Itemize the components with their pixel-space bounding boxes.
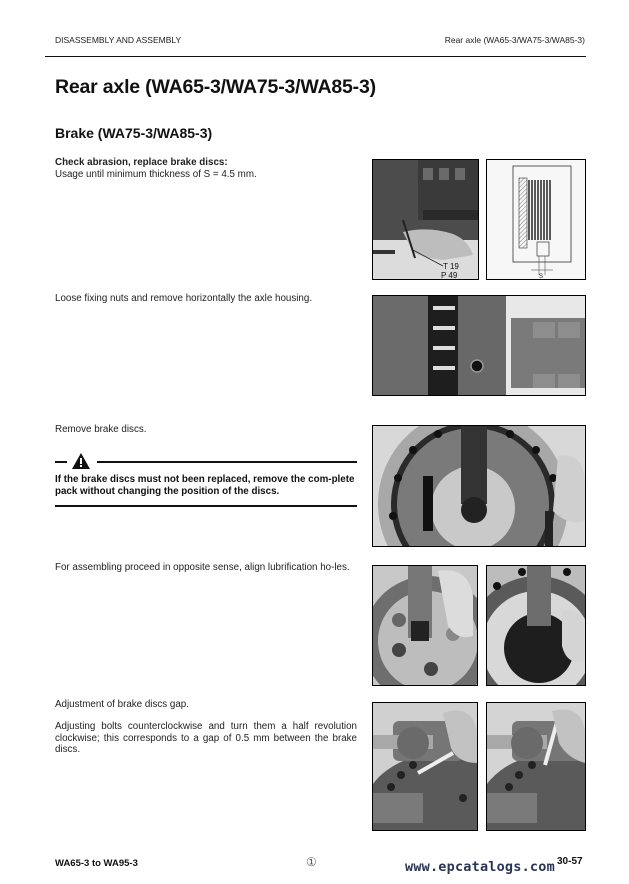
photo-disc-assembly-1 [372,565,478,686]
warning-header [55,453,357,471]
section-subtitle: Brake (WA75-3/WA85-3) [55,125,213,141]
photo-adjust-bolts-2 [486,702,586,831]
step-5-heading: Adjustment of brake discs gap. [55,699,189,710]
photo-axle-housing-removal [372,295,586,396]
watermark-link[interactable]: www.epcatalogs.com [405,859,555,875]
photo-brake-disc-removal [372,425,586,547]
figure-label-t19: T 19 [443,262,459,271]
step-5-text: Adjusting bolts counterclockwise and turn them a half revolution clockwise; this corresponds to a gap of 0.5 mm between the brake discs. [55,721,357,755]
page-number: 30-57 [557,856,583,867]
photo-disc-assembly-2 [486,565,586,686]
warning-text: If the brake discs must not been replaced, remove the com-plete pack without changing the position of the discs. [55,474,355,497]
revision-mark: ① [306,855,317,869]
figure-label-p49: P 49 [441,271,458,279]
photo-measuring-disc-thickness [372,159,479,280]
step-1-heading: Check abrasion, replace brake discs: [55,157,228,168]
header-section-title: DISASSEMBLY AND ASSEMBLY [55,35,182,45]
step-2-text: Loose fixing nuts and remove horizontally the axle housing. [55,293,313,304]
diagram-brake-disc-pack [486,159,586,280]
step-3-text: Remove brake discs. [55,424,147,435]
page-title: Rear axle (WA65-3/WA75-3/WA85-3) [55,76,376,98]
header-divider [45,56,586,57]
step-4-text: For assembling proceed in opposite sense, align lubrification ho-les. [55,562,350,573]
warning-triangle-icon [72,453,90,469]
photo-adjust-bolts-1 [372,702,478,831]
header-running-title: Rear axle (WA65-3/WA75-3/WA85-3) [444,35,585,45]
footer-model-range: WA65-3 to WA95-3 [55,858,138,869]
warning-rule-left [55,461,67,463]
step-1-body: Usage until minimum thickness of S = 4.5 mm. [55,168,257,180]
warning-rule-right [97,461,357,463]
step-1-text [55,157,357,180]
diagram-label-s: S [539,274,544,279]
warning-rule-bottom [55,505,357,507]
